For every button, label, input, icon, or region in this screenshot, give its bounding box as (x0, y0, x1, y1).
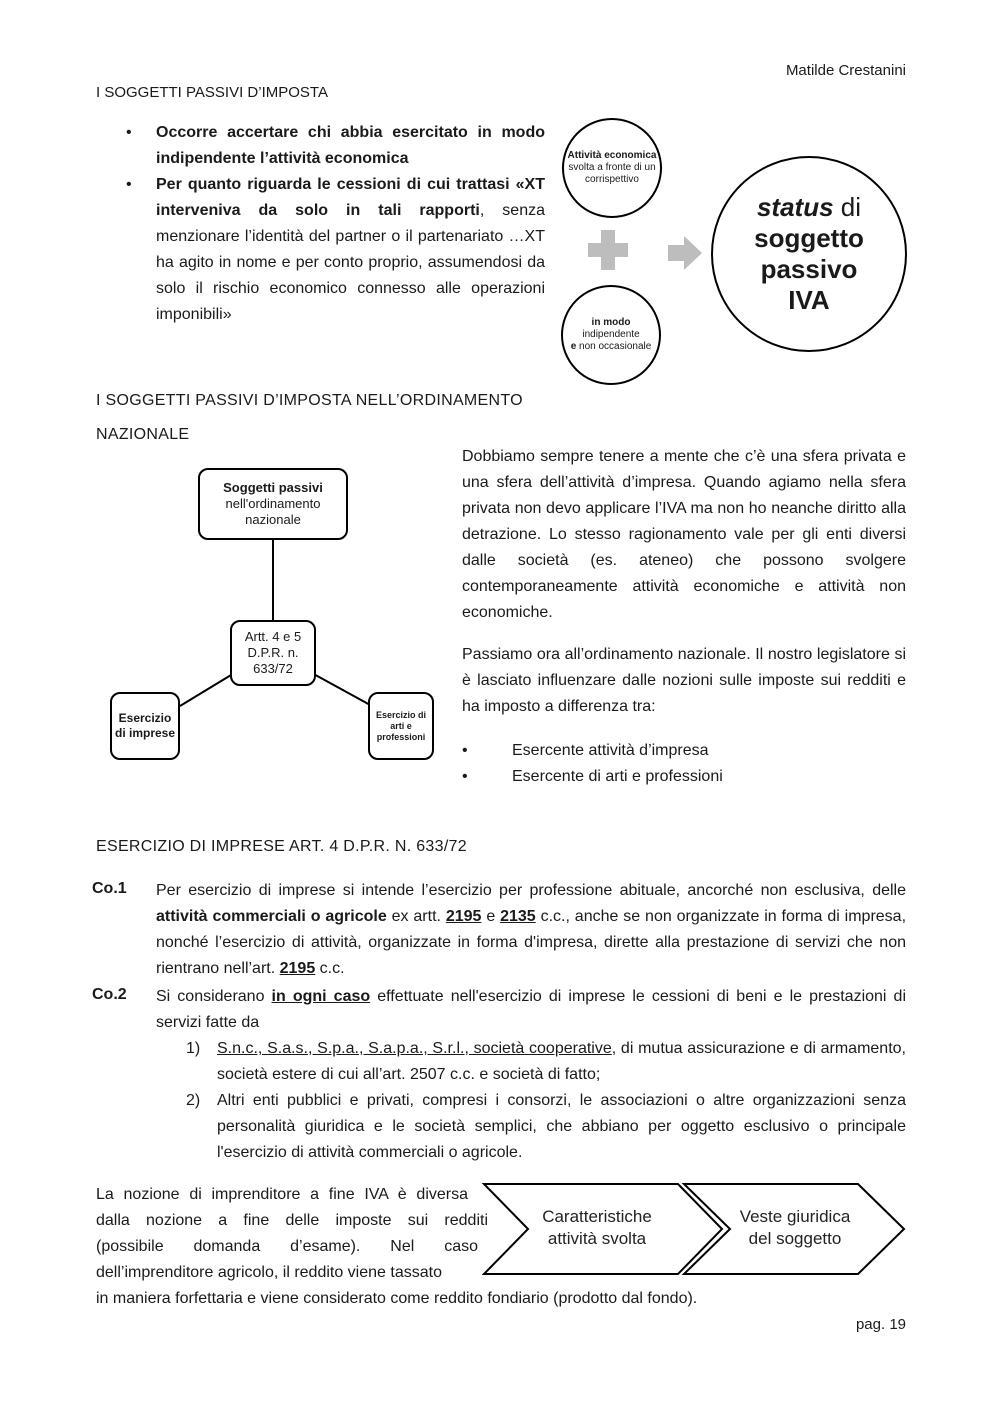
section2-paragraph2: Passiamo ora all’ordinamento nazionale. Il nostro legislatore si è lasciato influenzare dalle nozioni sulle imposte sui redditi e ha imposto a differenza tra: (462, 646, 906, 715)
author-name: Matilde Crestanini (785, 62, 906, 79)
section2-title: I SOGGETTI PASSIVI D’IMPOSTA NELL’ORDINAMENTO NAZIONALE (96, 392, 523, 443)
bullet-item: • Occorre accertare chi abbia esercitato in modo indipendente l’attività economica (126, 124, 545, 167)
bullet-item: • Per quanto riguarda le cessioni di cui trattasi «XT interveniva da solo in tali rapporti, senza menzionare l’identità del partner o il partenariato …XT ha agito in nome e per conto proprio, assumendosi da solo il rischio economico connesso alle operazioni imponibili» (126, 176, 545, 323)
plus-icon (588, 230, 628, 270)
section3-title: ESERCIZIO DI IMPRESE ART. 4 D.P.R. N. 633/72 (96, 838, 467, 855)
arrow-right-icon (668, 236, 702, 275)
item1-text: S.n.c., S.a.s., S.p.a., S.a.p.a., S.r.l., società cooperative, di mutua assicurazione e di armamento, società estere di cui all’art. 2507 c.c. e società di fatto; (217, 1040, 906, 1083)
box-soggetti-passivi: Soggetti passivi nell'ordinamento nazionale (198, 468, 348, 540)
box-esercizio-arti: Esercizio di arti e professioni (368, 692, 434, 760)
list-item: • Esercente di arti e professioni (462, 768, 723, 785)
section2-list (462, 738, 902, 790)
circle-economic-activity: Attività economica svolta a fronte di un corrispettivo (562, 118, 662, 218)
co2-label: Co.2 (92, 986, 127, 1003)
item1-number: 1) (186, 1040, 201, 1057)
section-title: I SOGGETTI PASSIVI D’IMPOSTA (96, 84, 328, 101)
co1-label: Co.1 (92, 880, 127, 897)
co1-text: Per esercizio di imprese si intende l’esercizio per professione abituale, ancorché non esclusiva, delle attività commerciali o agricole ex artt. 2195 e 2135 c.c., anche se non organizzate in forma di impresa, nonché l’esercizio di attività, organizzate in forma d'impresa, dirette alla prestazione di servizi che non rientrano nell’art. 2195 c.c. (156, 882, 907, 977)
co2-text: Si considerano in ogni caso effettuate nell'esercizio di imprese le cessioni di beni e le prestazioni di servizi fatte da (156, 988, 906, 1031)
box-esercizio-imprese: Esercizio di imprese (110, 692, 180, 760)
item2-text: Altri enti pubblici e privati, compresi i consorzi, le associazioni o altre organizzazioni senza personalità giuridica e le società semplici, che abbiano per oggetto esclusivo o principale l'esercizio di attività commerciali o agricole. (217, 1092, 906, 1161)
chevron-2-label: Veste giuridica del soggetto (739, 1207, 851, 1248)
page-number: pag. 19 (855, 1316, 906, 1333)
item2-number: 2) (186, 1092, 201, 1109)
circle-status-iva: status di soggetto passivo IVA (711, 156, 907, 352)
chevron-1-label: Caratteristiche attività svolta (542, 1207, 652, 1248)
list-item: • Esercente attività d’impresa (462, 742, 709, 759)
circle-independent: in modo indipendente e non occasionale (561, 285, 661, 385)
section2-paragraph1: Dobbiamo sempre tenere a mente che c’è una sfera privata e una sfera dell’attività d’impresa. Quando agiamo nella sfera privata non devo applicare l’IVA ma non ho neanche diritto alla detrazione. Lo stesso ragionamento vale per gli enti diversi dalle società (es. ateneo) che possono svolgere contemporaneamente attività economiche e attività non economiche. (462, 448, 906, 621)
section4-paragraph: La nozione di imprenditore a fine IVA è diversa dalla nozione a fine delle imposte sui redditi (possibile domanda d’esame). Nel caso dell’imprenditore agricolo, il reddito viene tassato in maniera forfettaria e viene considerato come reddito fondiario (prodotto dal fondo). (96, 1186, 698, 1307)
box-artt-4-5: Artt. 4 e 5 D.P.R. n. 633/72 (230, 620, 316, 686)
section1-bullets (126, 120, 545, 328)
